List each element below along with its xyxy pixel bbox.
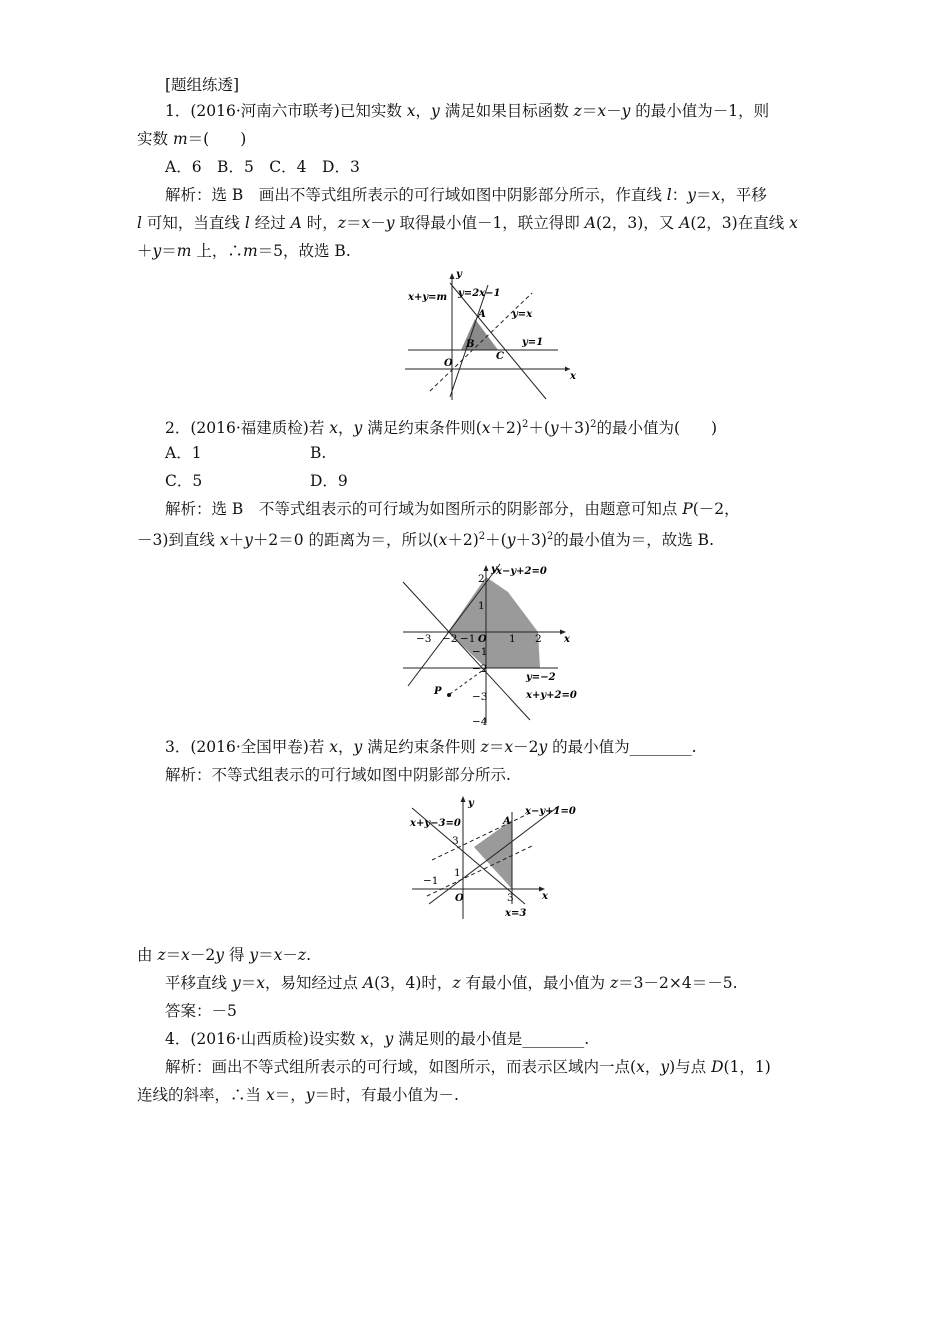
q2-tick-y-3: −2: [472, 663, 488, 675]
q1-label-x-plus-y: x+y=m: [408, 292, 448, 303]
q1-point-a: A: [478, 309, 486, 320]
q2-label-x-plus-y: x+y+2=0: [526, 690, 577, 701]
q2-tick-y-5: −4: [472, 716, 488, 728]
q3-label-x-plus-y: x+y−3=0: [410, 818, 461, 829]
q1-stem-line1: 1．(2016·河南六市联考)已知实数 x，y 满足如果目标函数 z＝x－y 的最小值为－1，则: [165, 102, 770, 120]
q2-tick-y-2: −1: [472, 646, 488, 658]
q3-feasible-region: [474, 820, 512, 889]
q2-tick-x-0: −3: [416, 633, 432, 645]
q2-option-d: D．9: [310, 472, 348, 490]
q2-tick-x-1: −2: [442, 633, 458, 645]
section-title: [题组练透]: [165, 76, 240, 94]
q2-solution-line2: －3)到直线 x＋y＋2＝0 的距离为＝，所以$(x+2)^2+(y+3)^2$的最小值为＝，故选 B.: [137, 531, 714, 550]
q2-tick-y-4: −3: [472, 691, 488, 703]
q3-tick-y1: 1: [454, 867, 461, 879]
q3-tick-x3: 3: [507, 892, 514, 904]
q3-x-label: x: [542, 891, 548, 902]
q3-point-a: A: [503, 816, 511, 827]
q1-stem-line2: 实数 m＝( ): [137, 130, 247, 148]
q2-point-p: P: [434, 686, 442, 697]
q2-tick-x-2: −1: [460, 633, 476, 645]
q2-tick-y-1: 1: [478, 600, 485, 612]
q1-point-b: B: [466, 339, 475, 350]
q2-option-b: B.: [310, 444, 327, 462]
q3-label-x3: x=3: [505, 908, 527, 919]
q2-label-x-minus-y: x−y+2=0: [496, 566, 547, 577]
q1-solution-line2: l 可知，当直线 l 经过 A 时，z＝x－y 取得最小值－1，联立得即 A(2，3)，又 A(2，3)在直线 x: [137, 214, 798, 232]
q3-step2: 由 z＝x－2y 得 y＝x－z.: [137, 946, 312, 964]
q3-y-label: y: [468, 798, 474, 809]
q2-option-a: A．1: [165, 444, 202, 462]
q2-figure-svg: [398, 562, 578, 730]
q3-stem: 3．(2016·全国甲卷)若 x，y 满足约束条件则 z＝x－2y 的最小值为________.: [165, 738, 697, 756]
q3-origin: O: [455, 893, 464, 904]
q1-figure: [400, 265, 585, 405]
q3-tick-y3: 3: [452, 835, 459, 847]
q3-tick-xm1: −1: [423, 875, 439, 887]
q1-x-label: x: [570, 371, 576, 382]
q1-origin: O: [444, 358, 453, 369]
q2-tick-y-0: 2: [478, 573, 485, 585]
q1-figure-svg: [400, 265, 585, 405]
q4-solution-line2: 连线的斜率，∴当 x＝，y＝时，有最小值为－.: [137, 1086, 459, 1104]
q1-label-y-x: y=x: [512, 309, 533, 320]
q1-y-arrow: [450, 273, 455, 279]
q1-y-label: y: [456, 269, 462, 280]
q1-solution-line3: ＋y＝m 上，∴m＝5，故选 B.: [137, 242, 351, 260]
q2-figure: [398, 562, 578, 730]
q3-label-x-minus-y: x−y+1=0: [525, 806, 576, 817]
q1-solution-line1: 解析：选 B 画出不等式组所表示的可行域如图中阴影部分所示，作直线 l：y＝x，平移: [165, 186, 767, 204]
q2-origin: O: [478, 634, 487, 645]
q1-point-c: C: [496, 351, 504, 362]
q2-solution-line1: 解析：选 B 不等式组表示的可行域为如图所示的阴影部分，由题意可知点 P(－2，: [165, 500, 740, 518]
q2-tick-x-3: 1: [509, 633, 516, 645]
q3-solution-intro: 解析：不等式组表示的可行域如图中阴影部分所示.: [165, 766, 511, 784]
q3-y-arrow: [461, 796, 466, 802]
q1-label-y1: y=1: [522, 337, 544, 348]
q2-label-y-minus2: y=−2: [526, 672, 556, 683]
q1-options: A．6 B．5 C．4 D．3: [165, 158, 360, 176]
q1-label-y-2x: y=2x−1: [458, 288, 501, 299]
q2-x-label: x: [564, 634, 570, 645]
q2-point-p-dot: [447, 693, 451, 697]
q2-y-label: y: [491, 564, 497, 575]
q2-y-arrow: [484, 565, 489, 571]
q4-solution-line1: 解析：画出不等式组所表示的可行域，如图所示，而表示区域内一点(x，y)与点 D(1，1): [165, 1058, 771, 1076]
q3-figure: [407, 794, 582, 924]
q3-answer: 答案：－5: [165, 1002, 237, 1020]
q2-feasible-region: [448, 577, 540, 668]
q3-figure-svg: [407, 794, 582, 924]
q3-step3: 平移直线 y＝x，易知经过点 A(3，4)时，z 有最小值，最小值为 z＝3－2×4＝－5.: [165, 974, 738, 992]
q2-option-c: C．5: [165, 472, 203, 490]
q2-stem-line1: 2．(2016·福建质检)若 x，y 满足约束条件则$(x+2)^2+(y+3)^2$的最小值为( ): [165, 419, 718, 438]
q2-tick-x-4: 2: [535, 633, 542, 645]
q1-line-y-x-dashed: [430, 293, 532, 391]
q4-stem: 4．(2016·山西质检)设实数 x，y 满足则的最小值是________.: [165, 1030, 590, 1048]
